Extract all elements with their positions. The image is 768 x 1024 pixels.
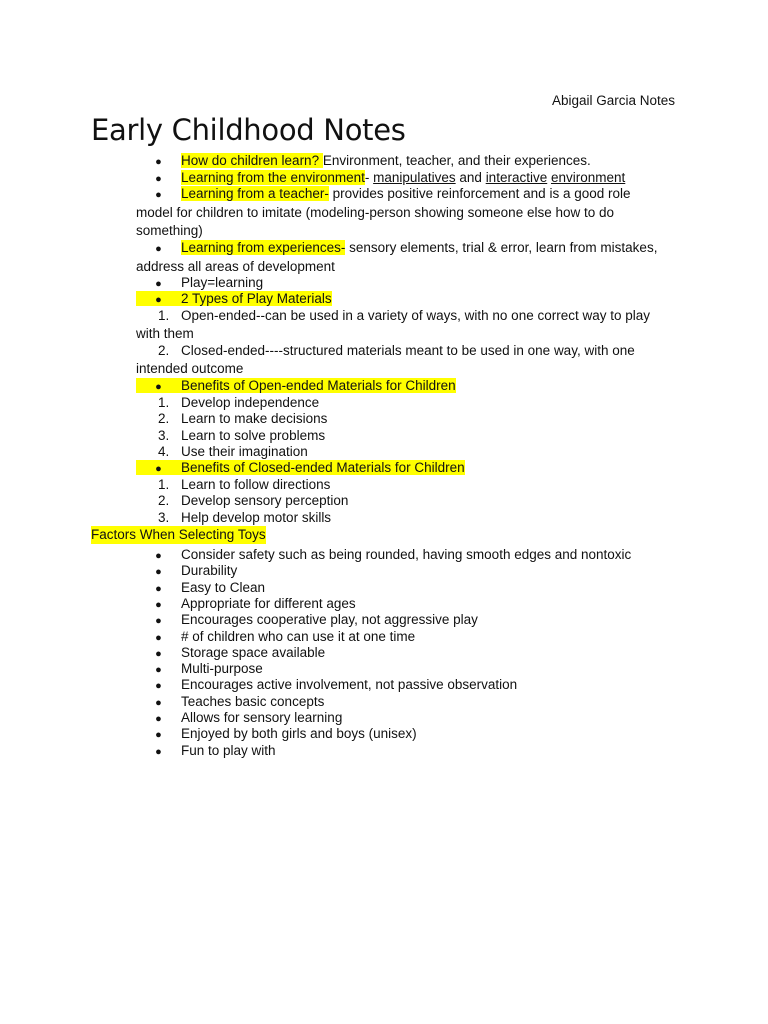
bullet-icon: ● bbox=[155, 647, 162, 660]
item-text: Enjoyed by both girls and boys (unisex) bbox=[181, 726, 417, 742]
list-item bbox=[136, 185, 684, 204]
item-text: Durability bbox=[181, 563, 238, 579]
highlighted-bullet bbox=[136, 291, 332, 306]
item-text: Storage space available bbox=[181, 644, 326, 660]
bullet-icon: ● bbox=[155, 463, 162, 475]
item-text: # of children who can use it at one time bbox=[181, 628, 416, 644]
item-text: Learn to follow directions bbox=[181, 477, 331, 492]
bullet-icon: ● bbox=[155, 243, 162, 255]
bullet-icon: ● bbox=[155, 381, 162, 393]
highlighted-text: Learning from a teacher- bbox=[181, 186, 329, 201]
item-text: Open-ended--can be used in a variety of ways, with no one correct way to play bbox=[181, 308, 650, 323]
section-heading: Factors When Selecting Toys bbox=[91, 527, 266, 542]
item-number: 3. bbox=[158, 427, 170, 443]
bullet-icon: ● bbox=[155, 713, 162, 725]
highlighted-text: Benefits of Closed-ended Materials for Children bbox=[181, 460, 465, 475]
bullet-icon: ● bbox=[155, 598, 162, 611]
item-text: Help develop motor skills bbox=[181, 509, 332, 525]
underlined-text: manipulatives bbox=[373, 170, 456, 185]
item-text: - bbox=[364, 170, 374, 185]
item-number: 1. bbox=[158, 308, 170, 323]
highlighted-text: Benefits of Open-ended Materials for Children bbox=[181, 378, 456, 393]
item-number: 1. bbox=[158, 395, 170, 410]
bullet-icon: ● bbox=[155, 189, 162, 201]
item-text: Easy to Clean bbox=[181, 579, 266, 595]
item-text: Encourages cooperative play, not aggressive play bbox=[181, 612, 478, 628]
bullet-icon: ● bbox=[155, 631, 162, 644]
numbered-item bbox=[136, 427, 684, 445]
bullet-icon: ● bbox=[155, 696, 162, 709]
numbered-item bbox=[136, 307, 684, 325]
bullet-icon: ● bbox=[155, 729, 162, 742]
author-note: Abigail Garcia Notes bbox=[552, 93, 676, 108]
item-text: sensory elements, trial & error, learn from mistakes, bbox=[345, 240, 658, 255]
list-item bbox=[136, 742, 684, 761]
item-text: Learn to make decisions bbox=[181, 411, 328, 427]
continuation-line: model for children to imitate (modeling-person showing someone else how to do bbox=[136, 205, 615, 220]
numbered-item bbox=[136, 410, 684, 428]
bullet-icon: ● bbox=[155, 278, 162, 290]
item-text: Teaches basic concepts bbox=[181, 693, 325, 709]
underlined-text: interactive bbox=[485, 170, 548, 185]
item-text: Allows for sensory learning bbox=[181, 710, 343, 725]
bullet-icon: ● bbox=[155, 582, 162, 595]
highlighted-bullet bbox=[136, 460, 465, 475]
item-number: 1. bbox=[158, 477, 170, 492]
numbered-item bbox=[136, 394, 684, 412]
continuation-line: intended outcome bbox=[136, 361, 244, 376]
bullet-icon: ● bbox=[155, 664, 162, 677]
bullet-icon: ● bbox=[155, 615, 162, 628]
item-number: 2. bbox=[158, 411, 170, 427]
numbered-item bbox=[136, 509, 684, 527]
bullet-icon: ● bbox=[155, 294, 162, 306]
highlighted-text: Learning from experiences- bbox=[181, 240, 346, 255]
numbered-item bbox=[136, 342, 684, 360]
item-text: Appropriate for different ages bbox=[181, 595, 356, 611]
bullet-icon: ● bbox=[155, 550, 162, 562]
continuation-line: address all areas of development bbox=[136, 259, 335, 274]
item-text: Consider safety such as being rounded, having smooth edges and nontoxic bbox=[181, 547, 632, 562]
underlined-text: environment bbox=[550, 170, 626, 185]
item-text: Closed-ended----structured materials meant to be used in one way, with one bbox=[181, 343, 635, 358]
continuation-line: something) bbox=[136, 223, 203, 238]
item-text: Play=learning bbox=[181, 275, 264, 290]
item-text: Develop sensory perception bbox=[181, 493, 349, 509]
continuation-line: with them bbox=[136, 326, 194, 341]
numbered-item bbox=[136, 492, 684, 510]
item-text: Learn to solve problems bbox=[181, 427, 326, 443]
list-item bbox=[136, 239, 684, 258]
page-title: Early Childhood Notes bbox=[91, 113, 406, 147]
highlighted-bullet bbox=[136, 378, 456, 393]
item-text: provides positive reinforcement and is a good role bbox=[328, 186, 631, 201]
bullet-icon: ● bbox=[155, 680, 162, 693]
highlighted-text: 2 Types of Play Materials bbox=[181, 291, 332, 306]
bullet-icon: ● bbox=[155, 566, 162, 579]
item-text: Develop independence bbox=[181, 395, 320, 410]
item-number: 4. bbox=[158, 443, 170, 459]
item-text: Fun to play with bbox=[181, 742, 276, 758]
bullet-icon: ● bbox=[155, 745, 162, 758]
item-text: Use their imagination bbox=[181, 443, 308, 459]
item-number: 2. bbox=[158, 493, 170, 509]
highlighted-text: How do children learn? bbox=[181, 153, 323, 168]
item-text: Environment, teacher, and their experiences. bbox=[322, 153, 591, 168]
item-number: 3. bbox=[158, 509, 170, 525]
numbered-item bbox=[136, 476, 684, 494]
item-number: 2. bbox=[158, 343, 170, 358]
item-text: and bbox=[455, 170, 486, 185]
bullet-icon: ● bbox=[155, 173, 162, 185]
item-text: Multi-purpose bbox=[181, 661, 263, 677]
highlighted-text: Learning from the environment bbox=[181, 170, 365, 185]
bullet-icon: ● bbox=[155, 156, 162, 168]
item-text: Encourages active involvement, not passive observation bbox=[181, 677, 518, 693]
